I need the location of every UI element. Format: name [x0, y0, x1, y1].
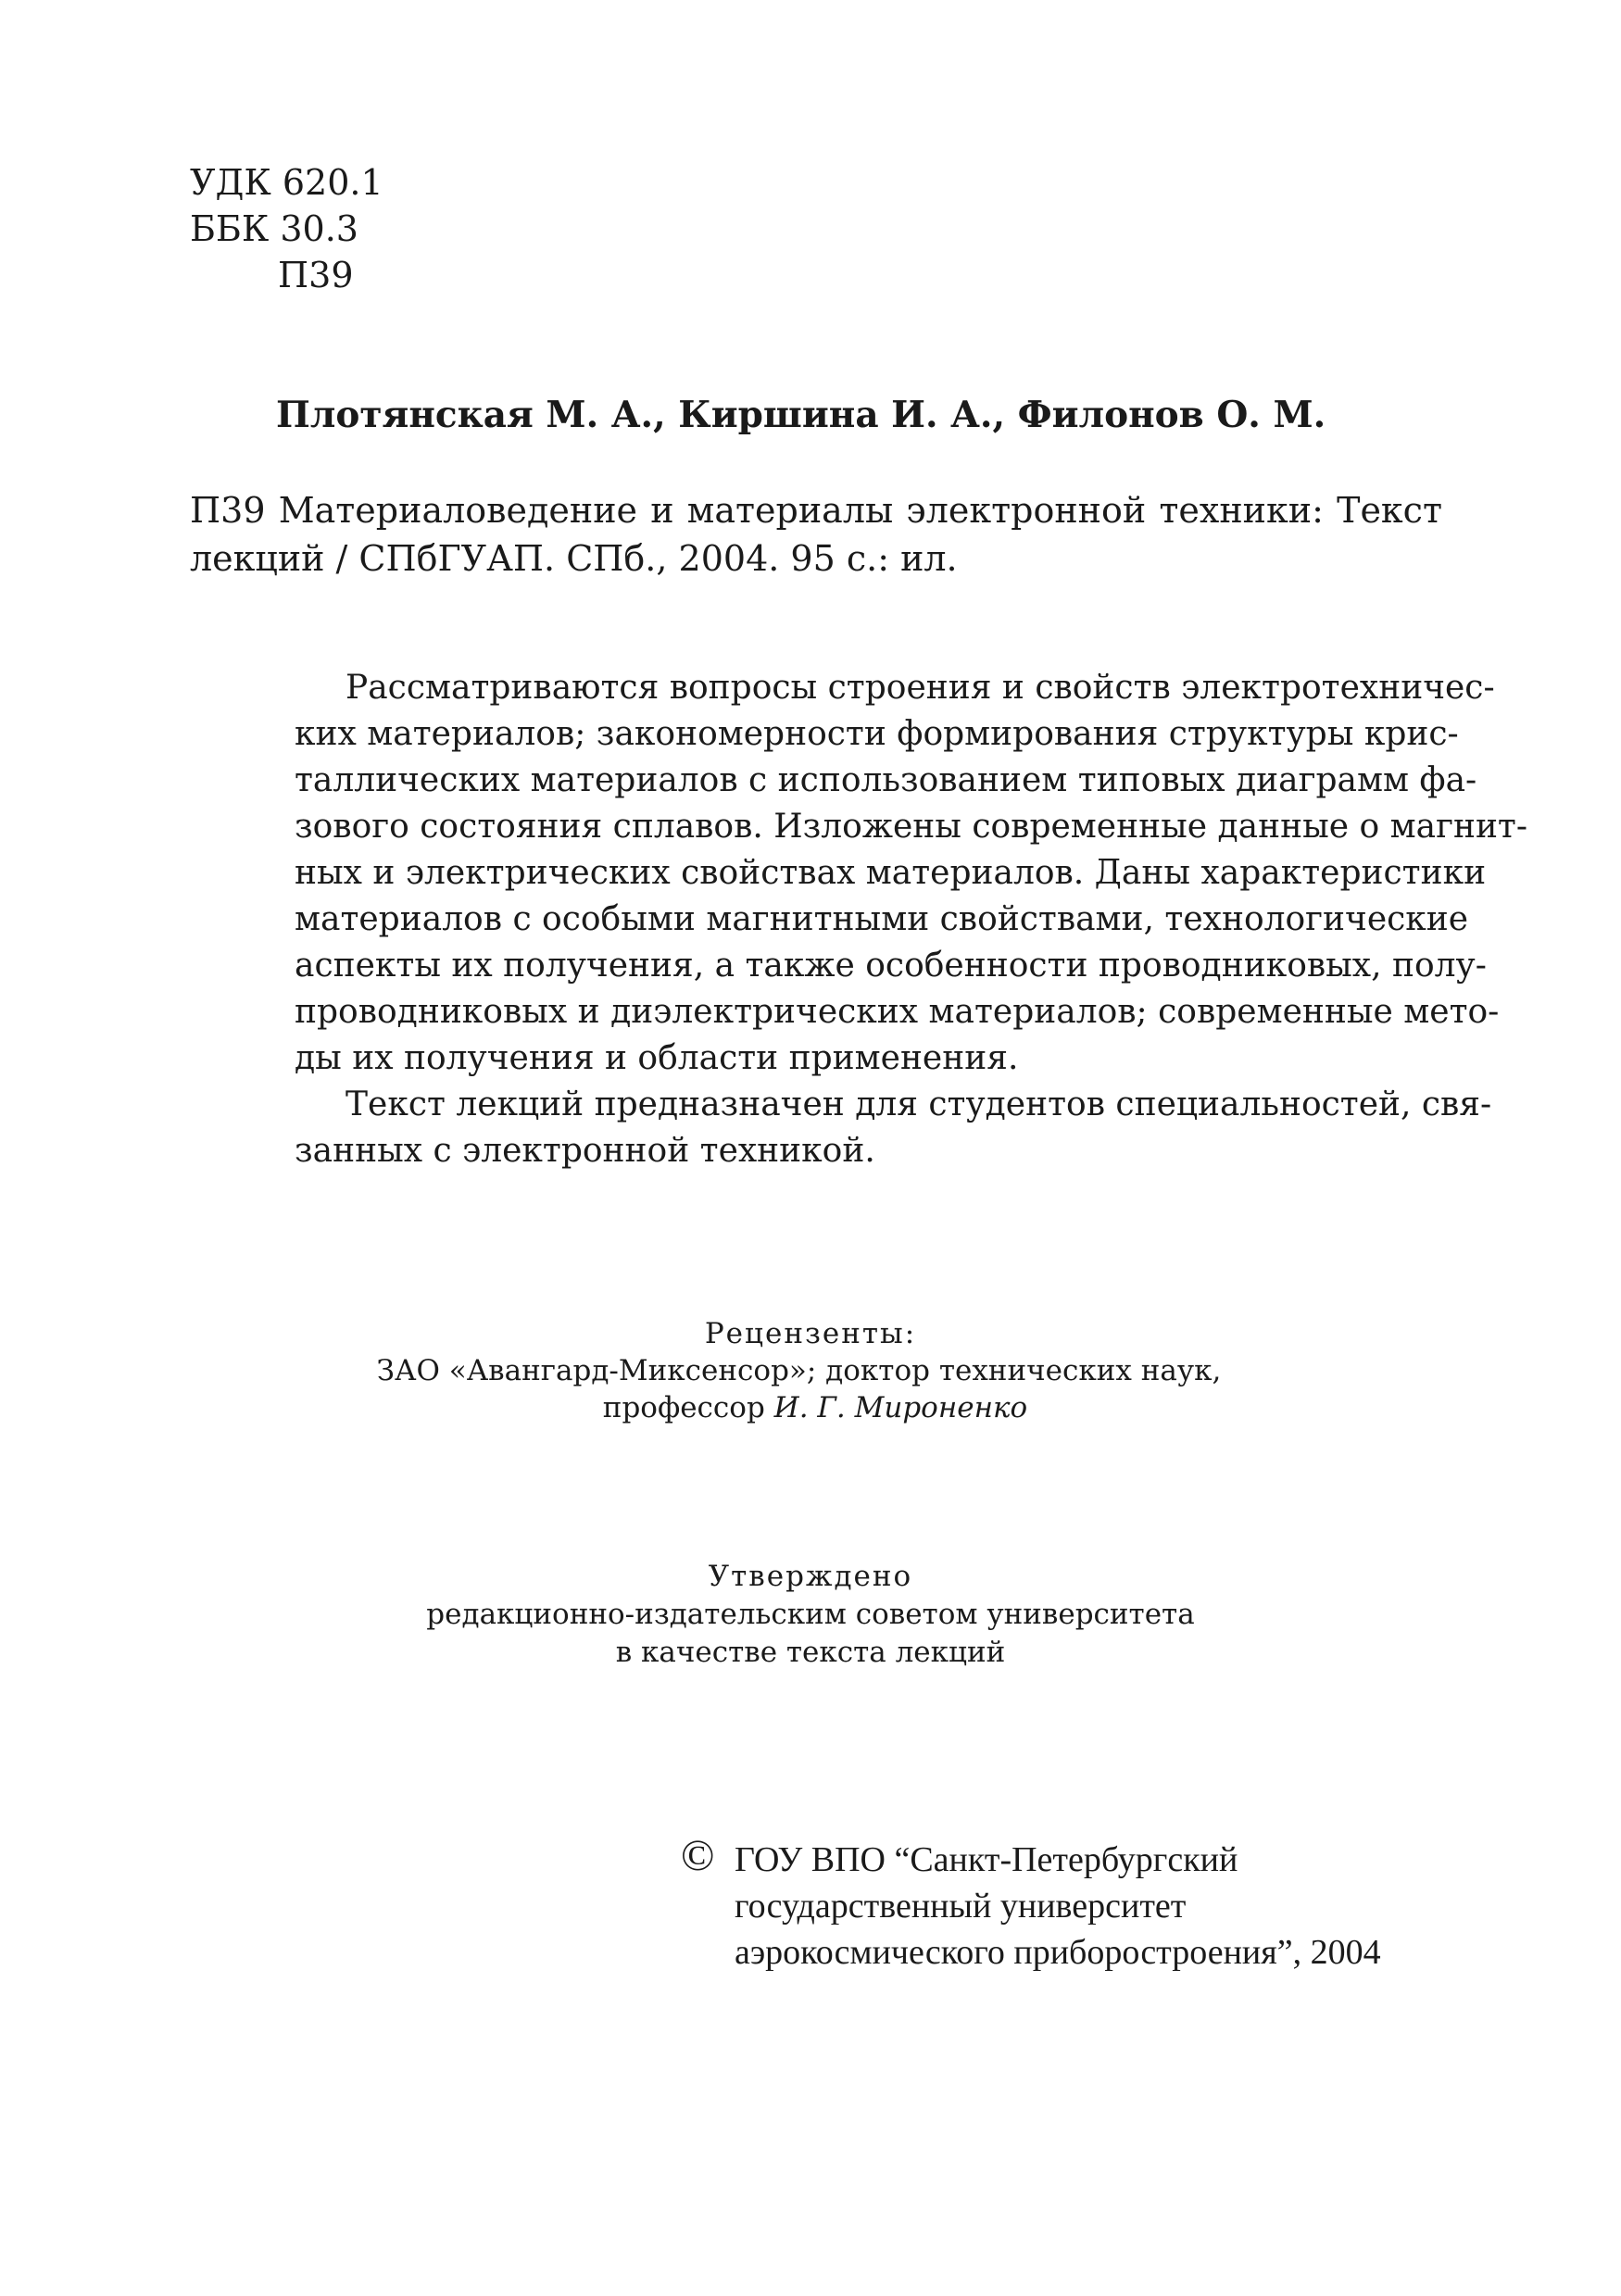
abstract-line: проводниковых и диэлектрических материалов; современные мето-: [295, 993, 1500, 1031]
udk-code: УДК 620.1: [190, 162, 383, 203]
author-sign-code: П39: [278, 255, 354, 295]
authors-line: Плотянская М. А., Киршина И. А., Филонов О. М.: [276, 394, 1326, 436]
reviewer-professor: [0, 1389, 1621, 1426]
copyright-line-3: аэрокосмического приборостроения”, 2004: [735, 1933, 1381, 1972]
copyright-icon: ©: [681, 1831, 715, 1880]
reviewer-organization: ЗАО «Авангард-Миксенсор»; доктор технических наук,: [376, 1354, 1222, 1387]
abstract-line: занных с электронной техникой.: [295, 1132, 875, 1170]
abstract-line: ких материалов; закономерности формирования структуры крис-: [295, 715, 1459, 753]
approval-block: [0, 1558, 1621, 1672]
title-line-2: лекций / СПбГУАП. СПб., 2004. 95 с.: ил.: [190, 538, 958, 579]
copyright-text: [735, 1837, 1381, 1976]
approval-line-1: редакционно-издательским советом университета: [426, 1598, 1195, 1631]
abstract-line: Текст лекций предназначен для студентов специальностей, свя-: [346, 1085, 1492, 1123]
abstract-line: ды их получения и области применения.: [295, 1039, 1019, 1077]
approval-header: Утверждено: [708, 1560, 913, 1593]
abstract-line: Рассматриваются вопросы строения и свойств электротехничес-: [346, 669, 1495, 707]
abstract-line: аспекты их получения, а также особенности проводниковых, полу-: [295, 947, 1487, 985]
reviewers-block: [0, 1315, 1621, 1426]
professor-name: И. Г. Мироненко: [773, 1391, 1028, 1424]
abstract-line: зового состояния сплавов. Изложены современные данные о магнит-: [295, 808, 1528, 846]
bibliographic-title: [190, 486, 1442, 583]
professor-title: профессор: [602, 1391, 765, 1424]
classification-block: [190, 159, 383, 298]
abstract-line: материалов с особыми магнитными свойствами, технологические: [295, 900, 1469, 938]
copyright-block: [681, 1831, 1381, 1976]
copyright-line-2: государственный университет: [735, 1887, 1187, 1926]
bbk-code: ББК 30.3: [190, 208, 358, 249]
abstract-line: таллических материалов с использованием типовых диаграмм фа-: [295, 761, 1477, 799]
approval-line-2: в качестве текста лекций: [615, 1636, 1006, 1669]
abstract-line: ных и электрических свойствах материалов. Даны характеристики: [295, 854, 1487, 892]
copyright-line-1: ГОУ ВПО “Санкт-Петербургский: [735, 1840, 1238, 1879]
reviewers-header: Рецензенты:: [704, 1317, 917, 1350]
abstract: [295, 665, 1528, 1174]
title-line-1: П39 Материаловедение и материалы электронной техники: Текст: [190, 490, 1442, 531]
